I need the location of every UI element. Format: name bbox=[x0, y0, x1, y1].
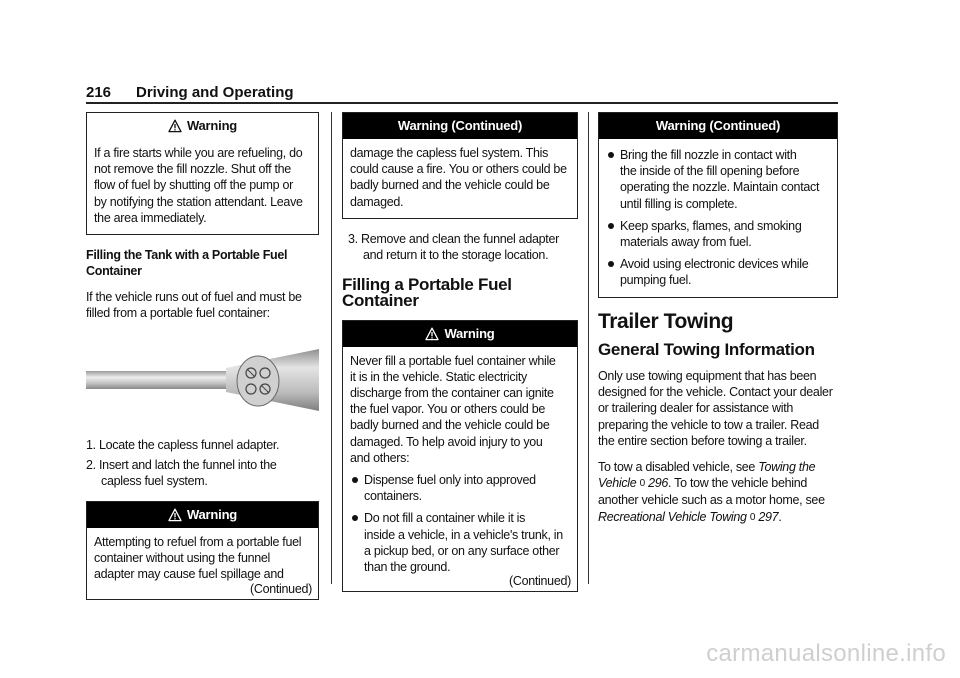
warning-body bbox=[599, 139, 837, 297]
bullet-dot-icon bbox=[608, 152, 614, 158]
text-line: badly burned and the vehicle could be bbox=[350, 418, 550, 433]
warning-body bbox=[87, 139, 318, 234]
text-line: Do not fill a container while it is bbox=[364, 511, 526, 526]
warning-body bbox=[87, 528, 318, 599]
intro-paragraph bbox=[86, 289, 319, 321]
text-line: discharge from the container can ignite bbox=[350, 386, 554, 401]
text-line: it is in the vehicle. Static electricity bbox=[350, 369, 527, 384]
text-run: To tow a disabled vehicle, see bbox=[598, 460, 759, 475]
step-line: capless fuel system. bbox=[101, 473, 208, 488]
text-line: Avoid using electronic devices while bbox=[620, 257, 809, 272]
subheading-line: Filling the Tank with a Portable Fuel bbox=[86, 248, 288, 263]
warning-box-portable-refuel bbox=[86, 501, 319, 600]
page-reference-arrow-icon: 0 bbox=[639, 478, 645, 490]
page-number: 216 bbox=[86, 84, 112, 101]
text-line: or trailering dealer for assistance with bbox=[598, 401, 794, 416]
text-line: containers. bbox=[364, 489, 422, 504]
text-line: than the ground. bbox=[364, 560, 451, 575]
step-1: 1. Locate the capless funnel adapter. bbox=[86, 438, 280, 453]
section-heading: General Towing Information bbox=[598, 339, 815, 359]
text-line: adapter may cause fuel spillage and bbox=[94, 567, 284, 582]
disabled-vehicle-paragraph bbox=[598, 459, 838, 526]
column-middle bbox=[342, 112, 578, 592]
text-line: the fuel vapor. You or others could be bbox=[350, 402, 546, 417]
text-run: . To tow the vehicle behind bbox=[668, 476, 808, 491]
warning-box-portable-container bbox=[342, 320, 578, 593]
warning-triangle-icon bbox=[168, 119, 182, 133]
text-line: could cause a fire. You or others could be bbox=[350, 162, 567, 177]
text-line: damage the capless fuel system. This bbox=[350, 146, 549, 160]
text-line: flow of fuel by shutting off the pump or bbox=[94, 178, 294, 193]
warning-title: Warning bbox=[186, 117, 238, 133]
warning-body bbox=[343, 347, 577, 592]
text-line: the area immediately. bbox=[94, 210, 207, 225]
warning-title: Warning (Continued) bbox=[397, 117, 523, 133]
watermark: carmanualsonline.info bbox=[706, 640, 946, 667]
page-reference-arrow-icon: 0 bbox=[749, 511, 756, 523]
towing-vehicle-link[interactable]: Towing the bbox=[758, 460, 816, 475]
text-line: filled from a portable fuel container: bbox=[86, 306, 270, 321]
column-divider bbox=[331, 112, 332, 584]
section-title: Driving and Operating bbox=[136, 84, 294, 101]
funnel-adapter-image bbox=[86, 337, 319, 423]
text-line: If the vehicle runs out of fuel and must be bbox=[86, 290, 302, 305]
text-line: Keep sparks, flames, and smoking bbox=[620, 218, 802, 233]
warning-title: Warning bbox=[444, 325, 495, 341]
bullet-item bbox=[350, 510, 571, 575]
step-line: 2. Insert and latch the funnel into the bbox=[86, 457, 277, 472]
text-line: designed for the vehicle. Contact your dealer bbox=[598, 385, 833, 400]
text-line: damaged. bbox=[350, 194, 404, 209]
text-line: until filling is complete. bbox=[620, 196, 738, 211]
bullet-item bbox=[606, 256, 831, 288]
text-line: damaged. To help avoid injury to you bbox=[350, 434, 543, 449]
bullet-dot-icon bbox=[608, 261, 614, 267]
warning-triangle-icon bbox=[168, 508, 182, 522]
step-2 bbox=[86, 457, 319, 489]
text-line: by notifying the station attendant. Leave bbox=[94, 194, 303, 209]
bullet-dot-icon bbox=[608, 223, 614, 229]
warning-header bbox=[343, 321, 577, 347]
warning-title: Warning (Continued) bbox=[655, 117, 781, 133]
warning-box-fire bbox=[86, 112, 319, 235]
text-line: inside a vehicle, in a vehicle's trunk, in bbox=[364, 527, 563, 542]
bullet-item bbox=[606, 218, 831, 250]
text-line bbox=[598, 509, 838, 526]
text-line bbox=[598, 459, 838, 475]
continued-label: (Continued) bbox=[249, 581, 312, 596]
text-line: materials away from fuel. bbox=[620, 235, 752, 250]
towing-paragraph bbox=[598, 368, 838, 449]
continued-label: (Continued) bbox=[508, 574, 571, 589]
subheading-line: Container bbox=[86, 264, 142, 279]
bullet-dot-icon bbox=[352, 477, 358, 483]
text-line: not remove the fill nozzle. Shut off the bbox=[94, 162, 291, 177]
text-line: preparing the vehicle to tow a trailer. Read bbox=[598, 417, 819, 432]
warning-box-continued bbox=[598, 112, 838, 298]
warning-header bbox=[599, 113, 837, 139]
warning-body bbox=[343, 139, 577, 218]
text-line bbox=[598, 475, 838, 492]
page-reference[interactable]: 296 bbox=[648, 476, 669, 491]
text-line: container without using the funnel bbox=[94, 551, 271, 566]
warning-box-continued bbox=[342, 112, 578, 219]
text-line: and others: bbox=[350, 450, 410, 465]
column-right bbox=[598, 112, 838, 526]
subheading bbox=[86, 247, 319, 279]
text-line: If a fire starts while you are refueling, do bbox=[94, 146, 303, 160]
steps-list bbox=[86, 437, 319, 489]
section-heading: Filling a Portable Fuel Container bbox=[342, 275, 512, 311]
text-line: pumping fuel. bbox=[620, 273, 692, 288]
recreational-towing-link[interactable]: Recreational Vehicle Towing bbox=[598, 509, 747, 524]
text-line: the entire section before towing a trailer. bbox=[598, 433, 807, 448]
text-line: Attempting to refuel from a portable fuel bbox=[94, 535, 302, 550]
column-divider bbox=[588, 112, 589, 584]
text-line: another vehicle such as a motor home, see bbox=[598, 493, 825, 508]
step-3 bbox=[348, 231, 578, 263]
text-line: a pickup bed, or on any surface other bbox=[364, 543, 560, 558]
warning-title: Warning bbox=[186, 506, 238, 522]
bullet-item bbox=[350, 472, 571, 504]
text-line: Never fill a portable fuel container while bbox=[350, 353, 556, 368]
warning-header bbox=[343, 113, 577, 139]
bullet-dot-icon bbox=[352, 515, 358, 521]
page-header bbox=[86, 84, 836, 104]
warning-header bbox=[87, 502, 318, 528]
bullet-item bbox=[606, 147, 831, 212]
text-line: the inside of the fill opening before bbox=[620, 164, 800, 179]
page-reference[interactable]: 297 bbox=[758, 509, 779, 524]
column-left bbox=[86, 112, 319, 600]
text-run: . bbox=[778, 509, 782, 524]
text-line: Bring the fill nozzle in contact with bbox=[620, 148, 797, 162]
text-line: badly burned and the vehicle could be bbox=[350, 178, 550, 193]
step-line: 3. Remove and clean the funnel adapter bbox=[348, 231, 559, 246]
text-line: Only use towing equipment that has been bbox=[598, 369, 817, 384]
towing-vehicle-link[interactable]: Vehicle bbox=[598, 476, 637, 491]
header-rule bbox=[86, 102, 838, 104]
chapter-heading: Trailer Towing bbox=[598, 309, 734, 333]
text-line: Dispense fuel only into approved bbox=[364, 473, 536, 488]
text-line: operating the nozzle. Maintain contact bbox=[620, 180, 820, 195]
warning-header bbox=[87, 113, 318, 139]
step-line: and return it to the storage location. bbox=[363, 248, 549, 263]
warning-triangle-icon bbox=[425, 327, 439, 341]
